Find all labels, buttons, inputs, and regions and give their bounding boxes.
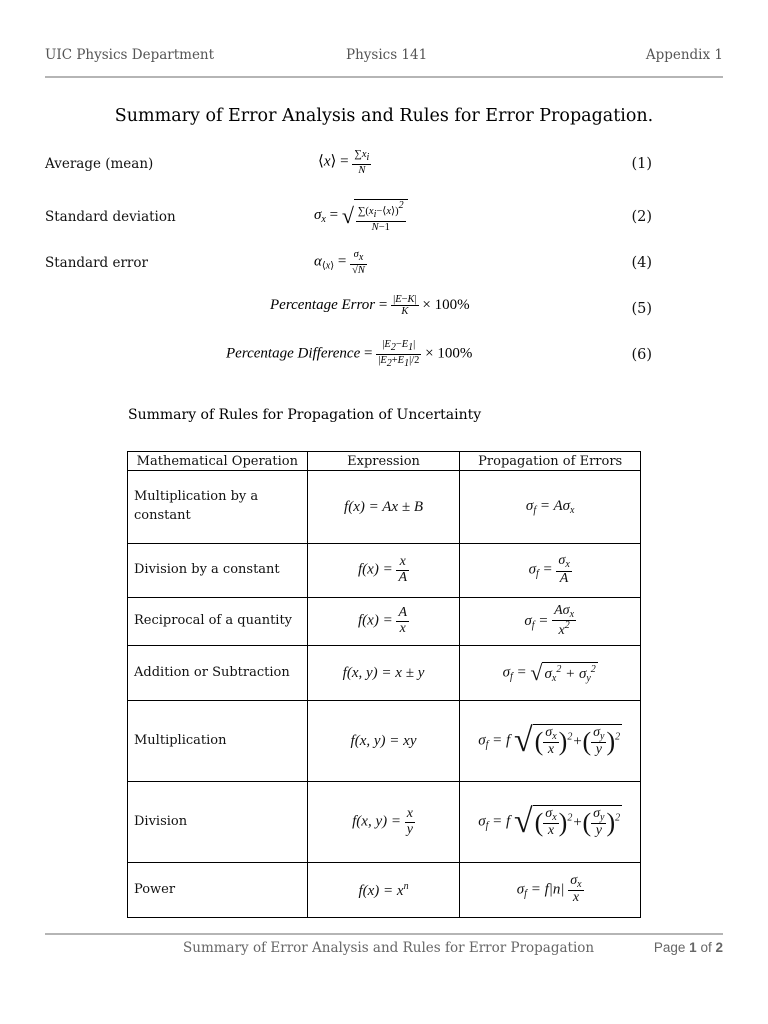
page-total: 2 [715,940,723,955]
header-appendix: Appendix 1 [645,47,723,63]
propagation-cell: $\sigma_f = f$ √( $\frac{\sigma_x}{x}$ )$^2$+( $\frac{\sigma_y}{y}$ )$^2$ [460,782,641,863]
formula-number-4: (4) [631,255,652,271]
formula-number-5: (5) [631,301,652,317]
propagation-cell: $\sigma_f$ = √ $\sigma_x^2 + \sigma_y^2$ [460,646,641,701]
propagation-cell: $\sigma_f = f|n|$ $\frac{\sigma_x}{x}$ [460,863,641,918]
propagation-cell: $\sigma_f$ = $\frac{\sigma_x}{A}$ [460,544,641,598]
propagation-cell: $\sigma_f = f$ √( $\frac{\sigma_x}{x}$ )$^2$+( $\frac{\sigma_y}{y}$ )$^2$ [460,701,641,782]
column-header: Expression [307,452,460,471]
header-course: Physics 141 [346,47,428,63]
expression-cell: f(x, y) = x ± y [307,646,460,701]
page-title: Summary of Error Analysis and Rules for Error Propagation. [114,106,654,126]
propagation-cell: $\sigma_f$ = $\frac{A\sigma_x}{x^2}$ [460,598,641,646]
operation-cell: Reciprocal of a quantity [128,598,308,646]
formula-label-stddev: Standard deviation [45,209,176,225]
header-department: UIC Physics Department [45,47,215,63]
expression-cell: f(x, y) = $\frac{x}{y}$ [307,782,460,863]
column-header: Mathematical Operation [128,452,308,471]
header-divider [45,76,723,78]
operation-cell: Multiplication by a constant [128,471,308,544]
formula-percentage-error: Percentage Error = $\frac{|E-K|}{K}$ × 100% [270,294,470,318]
expression-cell: f(x) = Ax ± B [307,471,460,544]
page-word: Page [653,940,686,955]
table-row [128,544,641,598]
page-of: of [700,940,712,955]
formula-number-1: (1) [631,156,652,172]
formula-stderr: $\alpha_{⟨x⟩}$ = $\frac{\sigma x}{√N}$ [314,249,365,276]
formula-label-stderr: Standard error [45,255,148,271]
expression-cell: f(x) = $\frac{x}{A}$ [307,544,460,598]
table-row [128,782,641,863]
operation-cell: Division [128,782,308,863]
page-indicator [654,940,723,955]
formula-percentage-difference: Percentage Difference = $\frac{|E2-E1|}{|E2+E1|/2}$ × 100% [226,339,473,369]
table-row [128,598,641,646]
table-row [128,646,641,701]
expression-cell: $f(x) = x^n$ [307,863,460,918]
table-row [128,471,641,544]
formula-mean: ⟨x⟩ = $\frac{\sum xi}{N}$ [318,149,370,176]
footer-title: Summary of Error Analysis and Rules for Error Propagation [183,940,595,956]
section-title: Summary of Rules for Propagation of Uncertainty [128,407,482,423]
footer-divider [45,933,723,935]
page-number: 1 [689,940,697,955]
expression-cell: f(x) = $\frac{A}{x}$ [307,598,460,646]
expression-cell: f(x, y) = xy [307,701,460,782]
formula-number-6: (6) [631,347,652,363]
operation-cell: Addition or Subtraction [128,646,308,701]
formula-label-mean: Average (mean) [45,156,154,172]
table-row [128,701,641,782]
propagation-rules-table [127,451,641,918]
operation-cell: Multiplication [128,701,308,782]
propagation-cell: $\sigma_f = A\sigma_x$ [460,471,641,544]
operation-cell: Division by a constant [128,544,308,598]
column-header: Propagation of Errors [460,452,641,471]
operation-cell: Power [128,863,308,918]
formula-stddev: $\sigma_x$ = √ $\frac{\sum(xi-⟨x⟩)2}{N-1}$ [314,199,408,233]
table-header-row [128,452,641,471]
formula-number-2: (2) [631,209,652,225]
table-row [128,863,641,918]
